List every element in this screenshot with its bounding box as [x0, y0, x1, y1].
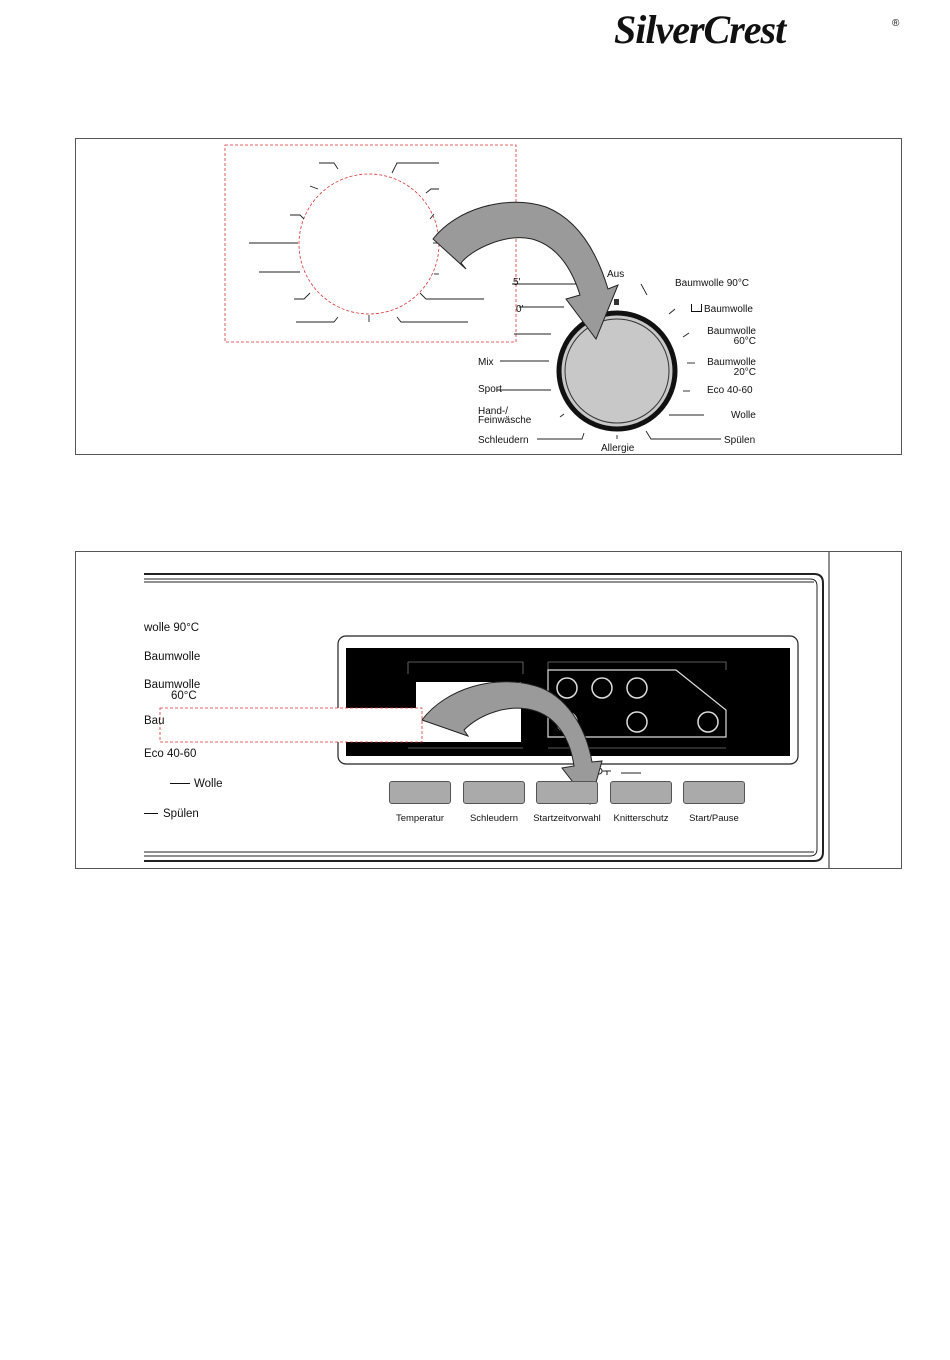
label-feinwaesche: Feinwäsche — [478, 415, 532, 426]
side-label-wolle: Wolle — [170, 778, 223, 790]
aus-indicator — [614, 299, 619, 305]
ghost-dial — [299, 174, 439, 314]
startzeitvorwahl-label: Startzeitvorwahl — [533, 813, 601, 824]
side-label-eco: Eco 40-60 — [144, 748, 197, 760]
label-spuelen: Spülen — [724, 435, 756, 446]
key-icon — [596, 768, 641, 775]
temperatur-label: Temperatur — [395, 813, 445, 824]
label-aus: Aus — [607, 269, 625, 280]
dial-knob — [559, 313, 675, 429]
start-pause-label: Start/Pause — [689, 813, 739, 824]
logo-text: SilverCrest — [614, 7, 786, 50]
side-label-spuelen: Spülen — [144, 808, 199, 820]
start-pause-button[interactable] — [683, 781, 745, 804]
side-label-baumwolle: Baumwolle — [144, 651, 201, 663]
label-hand: Hand-/ — [478, 406, 509, 417]
side-label-wolle90: wolle 90°C — [144, 622, 200, 634]
label-baumwolle-60: Baumwolle 60°C — [707, 326, 756, 347]
schleudern-label: Schleudern — [469, 813, 519, 824]
program-dial-figure — [75, 138, 902, 455]
control-panel-figure — [75, 551, 902, 869]
label-baumwolle-20: Baumwolle 20°C — [707, 357, 756, 378]
label-sport: Sport — [478, 384, 502, 395]
label-mix: Mix — [478, 357, 494, 368]
temperatur-button[interactable] — [389, 781, 451, 804]
side-label-60c: 60°C — [171, 690, 197, 702]
silvercrest-logo — [614, 6, 904, 50]
label-ghost-0: 0' — [516, 304, 524, 315]
registered-mark: ® — [892, 18, 900, 29]
label-baumwolle: Baumwolle — [691, 304, 753, 315]
label-allergie: Allergie — [601, 443, 635, 454]
startzeitvorwahl-button[interactable] — [536, 781, 598, 804]
highlight-box — [160, 708, 422, 742]
label-ghost-5: 5' — [513, 277, 521, 288]
selection-arrow — [433, 202, 618, 339]
label-schleudern: Schleudern — [478, 435, 529, 446]
side-label-bau: Bau — [144, 715, 165, 727]
tub-icon — [691, 304, 702, 312]
side-label-baumwolle60: Baumwolle — [144, 679, 201, 691]
label-baumwolle-90: Baumwolle 90°C — [675, 278, 750, 289]
schleudern-button[interactable] — [463, 781, 525, 804]
label-eco: Eco 40-60 — [707, 385, 753, 396]
knitterschutz-button[interactable] — [610, 781, 672, 804]
label-wolle: Wolle — [731, 410, 756, 421]
knitterschutz-label: Knitterschutz — [613, 813, 669, 824]
